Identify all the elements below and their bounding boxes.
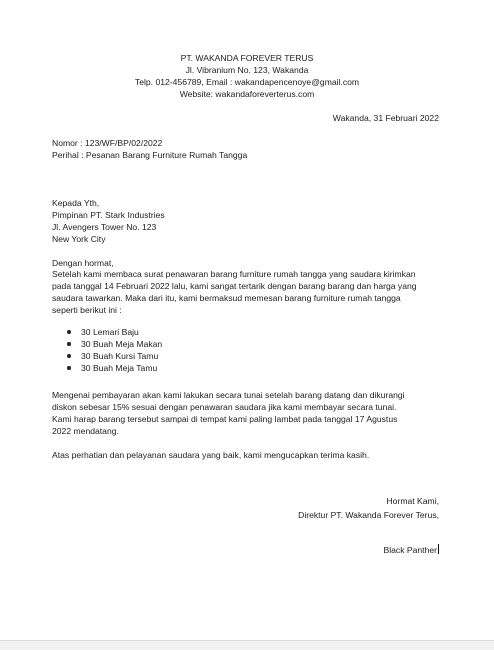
bullet-icon xyxy=(67,366,71,370)
paragraph-2-line: Kami harap barang tersebut sampai di tempat kami paling lambat pada tanggal 17 Agustus xyxy=(52,414,398,424)
bullet-icon xyxy=(67,330,71,334)
recipient-line-4: New York City xyxy=(52,234,106,244)
text-cursor xyxy=(438,544,439,554)
paragraph-2-line: 2022 mendatang. xyxy=(52,426,119,436)
list-item: 30 Buah Kursi Tamu xyxy=(66,350,162,362)
letter-number: Nomor : 123/WF/BP/02/2022 xyxy=(52,138,163,148)
list-item: 30 Lemari Baju xyxy=(66,326,162,338)
paragraph-1-line: saudara tawarkan. Maka dari itu, kami bermaksud memesan barang furniture rumah tangga xyxy=(52,293,401,303)
company-name: PT. WAKANDA FOREVER TERUS xyxy=(180,53,314,63)
signature-name: Black Panther xyxy=(383,545,437,555)
signature-salutation: Hormat Kami, xyxy=(386,496,439,506)
list-item: 30 Buah Meja Makan xyxy=(66,338,162,350)
paragraph-2-line: diskon sebesar 15% sesuai dengan penawaran saudara jika kami membayar secara tunai. xyxy=(52,402,397,412)
paragraph-1-line: pada tanggal 14 Februari 2022 lalu, kami sangat tertarik dengan barang barang dan harga yang xyxy=(52,281,417,291)
order-list xyxy=(66,326,162,374)
signature-name-line xyxy=(383,544,439,557)
signature-title: Direktur PT. Wakanda Forever Terus, xyxy=(298,510,439,520)
letter-date: Wakanda, 31 Februari 2022 xyxy=(332,113,439,123)
letter-subject: Perihal : Pesanan Barang Furniture Rumah Tangga xyxy=(52,150,248,160)
closing-sentence: Atas perhatian dan pelayanan saudara yang baik, kami mengucapkan terima kasih. xyxy=(52,450,370,460)
recipient-line-3: Jl. Avengers Tower No. 123 xyxy=(52,222,157,232)
paragraph-1-line: Setelah kami membaca surat penawaran barang furniture rumah tangga yang saudara kirimkan xyxy=(52,269,416,279)
recipient-line-2: Pimpinan PT. Stark Industries xyxy=(52,210,165,220)
paragraph-2-line: Mengenai pembayaran akan kami lakukan secara tunai setelah barang datang dan dikurangi xyxy=(52,390,405,400)
recipient-line-1: Kepada Yth, xyxy=(52,198,100,208)
greeting: Dengan hormat, xyxy=(52,258,114,268)
company-contact: Telp. 012-456789, Email : wakandapencenoye@gmail.com xyxy=(134,77,360,87)
list-item: 30 Buah Meja Tamu xyxy=(66,362,162,374)
company-address: Jl. Vibranium No. 123, Wakanda xyxy=(185,65,309,75)
paragraph-1-line: seperti berikut ini : xyxy=(52,305,122,315)
bullet-icon xyxy=(67,342,71,346)
company-website: Website: wakandaforeverterus.com xyxy=(179,89,315,99)
bullet-icon xyxy=(67,354,71,358)
